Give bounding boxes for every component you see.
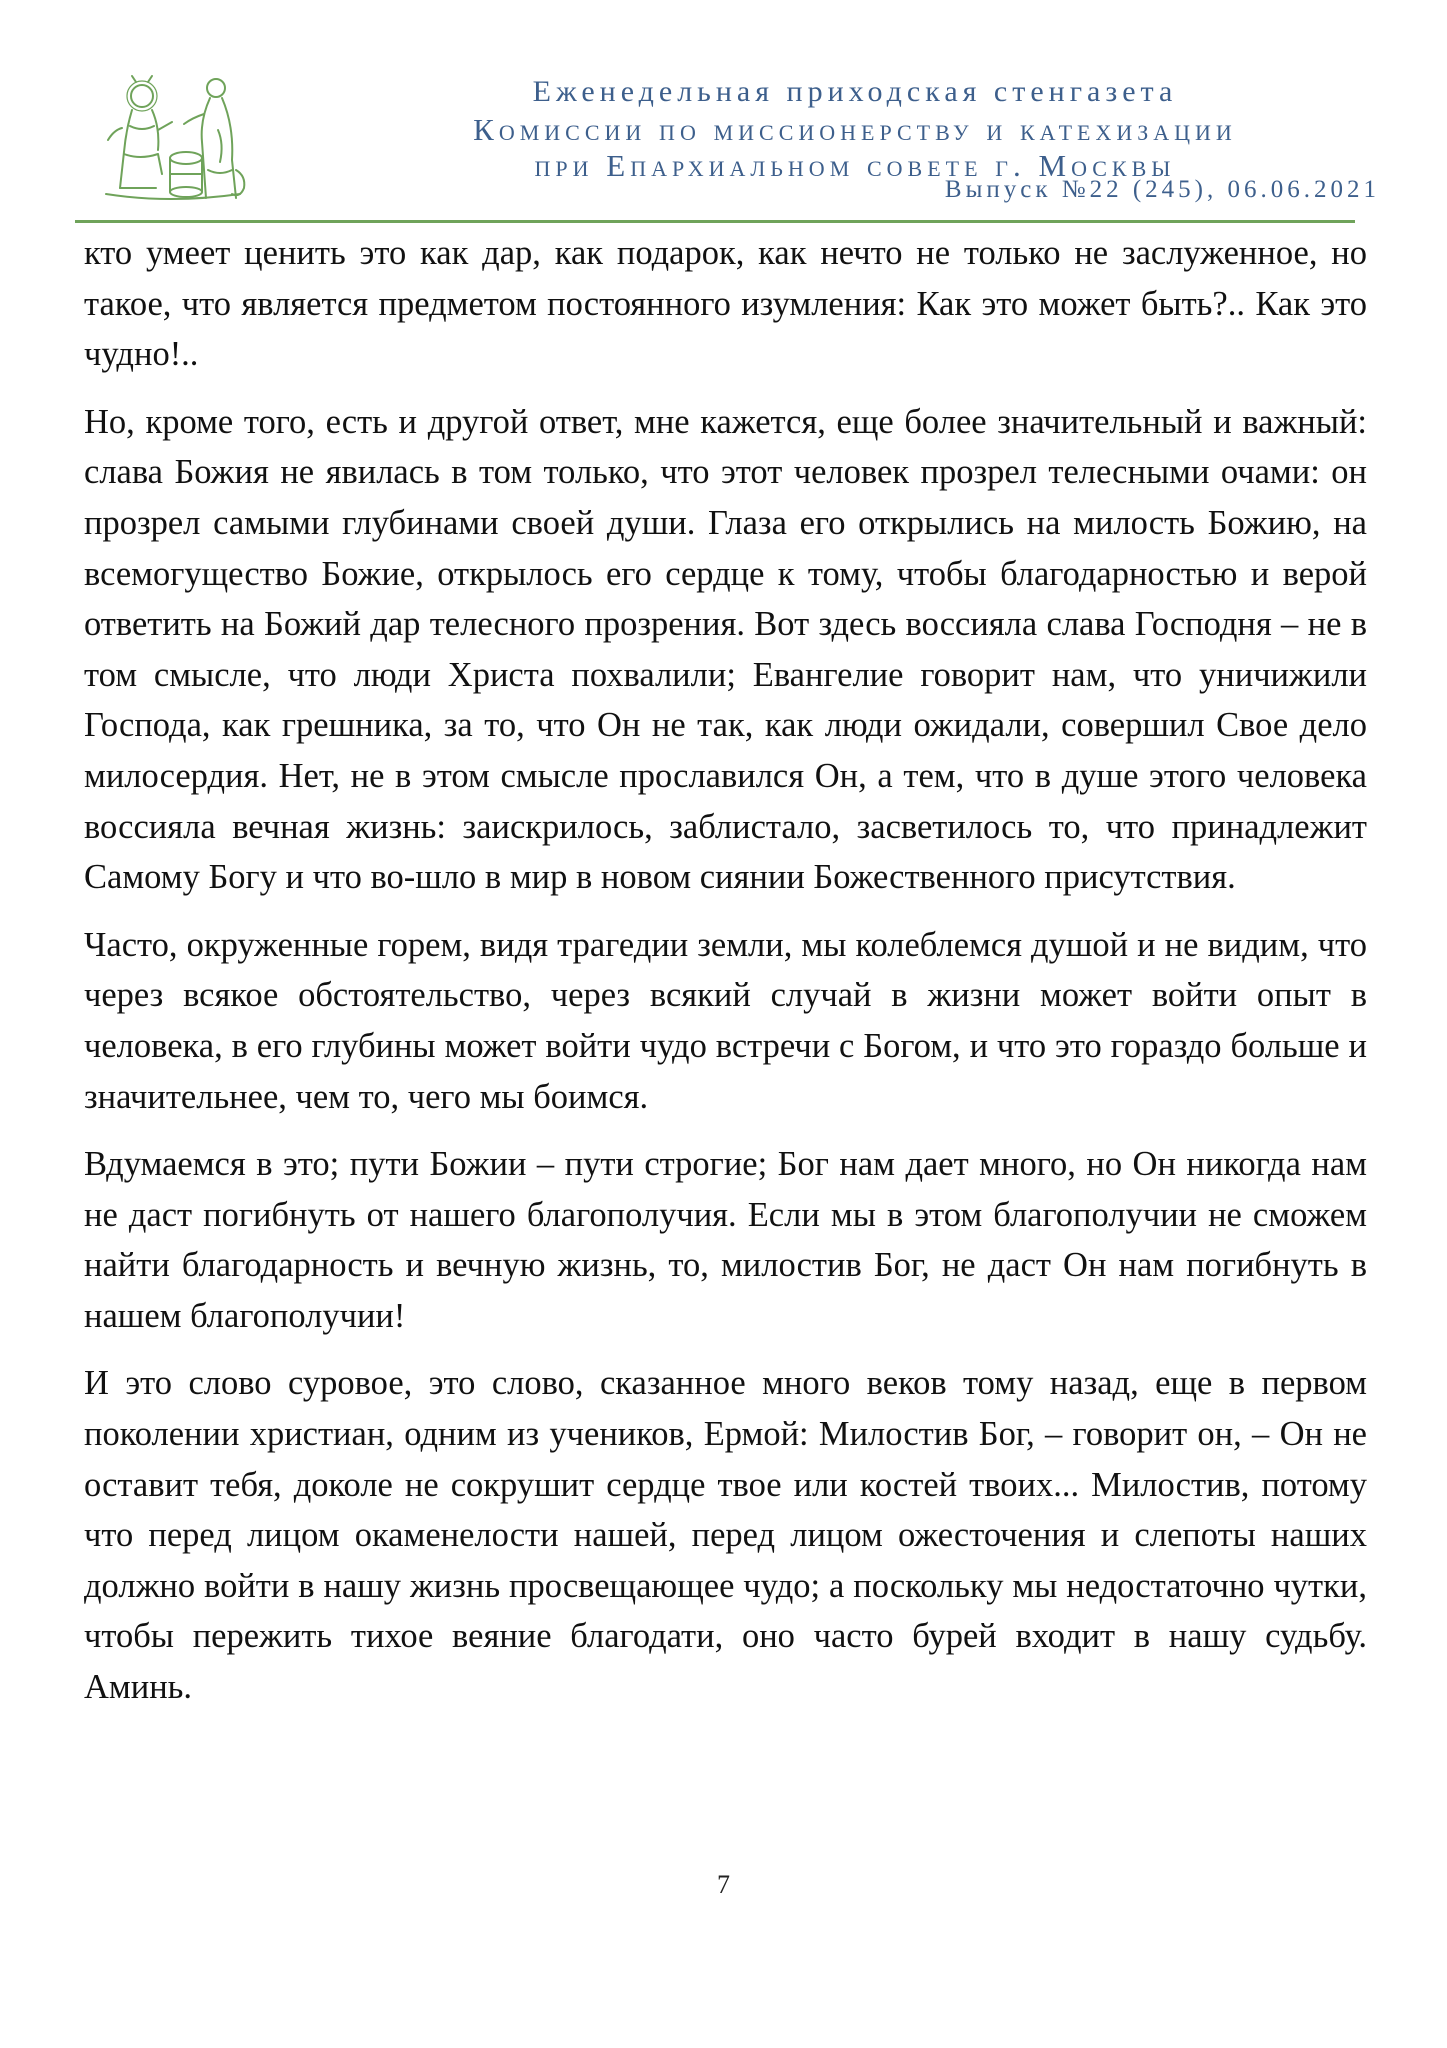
page-number: 7 xyxy=(717,1870,730,1899)
paragraph: кто умеет ценить это как дар, как подарок, как нечто не только не заслуженное, но такое, что является предметом постоянного изумления: Как это может быть?.. Как это чудно!.. xyxy=(84,234,1367,374)
paragraph: И это слово суровое, это слово, сказанное много веков тому назад, еще в первом поколении христиан, одним из учеников, Ермой: Милостив Бог, – говорит он, – Он не оставит тебя, доколе не сокрушит сердце твое или костей твоих... Милостив, потому что перед лицом окаменелости нашей, перед лицом ожесточения и слепоты наших должно войти в нашу жизнь просвещающее чудо; а поскольку мы недостаточно чутки, чтобы пережить тихое веяние благодати, оно часто бурей входит в нашу судьбу. Аминь. xyxy=(84,1364,1367,1707)
article-body xyxy=(84,228,1367,1730)
icon-logo-christ-and-samaritan-woman xyxy=(100,70,250,210)
header-subtitle: Еженедельная приходская стенгазета xyxy=(532,75,1178,108)
issue-number-date: Выпуск №22 (245), 06.06.2021 xyxy=(944,176,1380,203)
header-title-council: при Епархиальном совете г. Москвы xyxy=(534,148,1176,183)
paragraph: Но, кроме того, есть и другой ответ, мне кажется, еще более значительный и важный: слава Божия не явилась в том только, что этот человек прозрел телесными очами: он прозрел самыми глубинами своей души. Глаза его открылись на милость Божию, на всемогущество Божие, открылось его сердце к тому, чтобы благодарностью и верой ответить на Божий дар телесного прозрения. Вот здесь воссияла слава Господня – не в том смысле, что люди Христа похвалили; Евангелие говорит нам, что уничижили Господа, как грешника, за то, что Он не так, как люди ожидали, совершил Свое дело милосердия. Нет, не в этом смысле прославился Он, а тем, что в душе этого человека воссияла вечная жизнь: заискрилось, заблистало, засветилось то, что принадлежит Самому Богу и что во-шло в мир в новом сиянии Божественного присутствия. xyxy=(84,402,1367,897)
header-titles xyxy=(280,62,1430,184)
page-header xyxy=(80,62,1380,220)
paragraph: Вдумаемся в это; пути Божии – пути строгие; Бог нам дает много, но Он никогда нам не даст погибнуть от нашего благополучия. Если мы в этом благополучии не сможем найти благодарность и вечную жизнь, то, милостив Бог, не даст Он нам погибнуть в нашем благополучии! xyxy=(84,1145,1367,1335)
header-title-commission: Комиссии по миссионерству и катехизации xyxy=(473,112,1237,147)
header-divider xyxy=(75,220,1355,223)
paragraph: Часто, окруженные горем, видя трагедии земли, мы колеблемся душой и не видим, что через всякое обстоятельство, через всякий случай в жизни может войти опыт в человека, в его глубины может войти чудо встречи с Богом, и что это гораздо больше и значительнее, чем то, чего мы боимся. xyxy=(84,925,1367,1116)
